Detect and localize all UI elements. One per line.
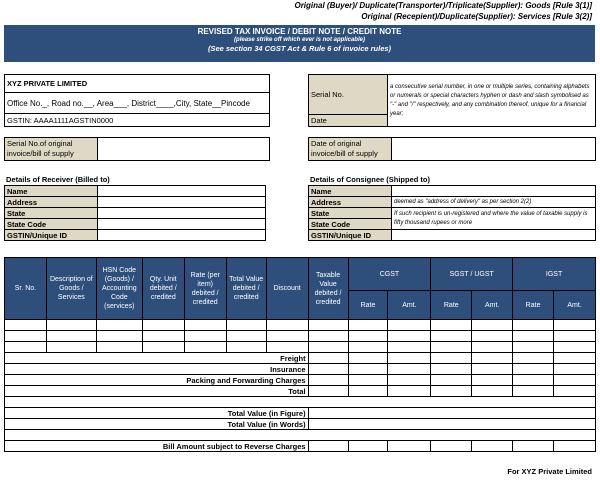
original-date-label: Date of original invoice/bill of supply [309,138,392,161]
igst-amt-header: Amt. [554,291,596,320]
header-rate: Rate (per item) debited / credited [184,258,226,320]
consignee-name-label: Name [309,186,392,197]
original-date-value[interactable] [392,138,596,161]
consignee-state-label: State [309,208,392,219]
table-row [5,331,596,342]
receiver-gstin-value[interactable] [98,230,266,241]
receiver-state-value[interactable] [98,208,266,219]
consignee-title: Details of Consignee (Shipped to) [310,175,431,184]
signatory: For XYZ Private Limited [507,467,592,476]
reverse-charge-label: Bill Amount subject to Reverse Charges [5,441,309,452]
total-words-value[interactable] [308,419,595,430]
strike-off-note: (please strike off which ever is not applicable) [234,37,365,43]
table-row [5,320,596,331]
original-serial-box [4,137,270,161]
items-table [4,257,596,452]
cgst-rate-header: Rate [348,291,388,320]
supplier-name: XYZ PRIVATE LIMITED [5,75,270,93]
consignee-state-code-label: State Code [309,219,392,230]
original-serial-value[interactable] [98,138,270,161]
consignee-address-label: Address [309,197,392,208]
serial-details [308,74,596,127]
receiver-state-code-value[interactable] [98,219,266,230]
consignee-state-note: If such recipient is un-registered and where the value of taxable supply is fifty thousand rupees or more [392,208,596,230]
spacer-row [5,397,596,408]
header-description: Description of Goods / Services [46,258,96,320]
header-total-value: Total Value debited / credited [226,258,266,320]
serial-note: a consecutive serial number, in one or multiple series, containing alphabets or numerals or special characters hyphen or dash and slash symbolised as "-" and "/" respectively, and any combination thereof, unique for a financial year; [388,75,596,127]
date-label: Date [309,115,388,127]
total-words-row [5,419,596,430]
copy-designation-services: Original (Recepient)/Duplicate(Supplier): Services [Rule 3(2)] [361,12,592,21]
receiver-name-label: Name [5,186,98,197]
original-serial-label: Serial No.of original invoice/bill of supply [5,138,98,161]
spacer-row [5,430,596,441]
receiver-title: Details of Receiver (Billed to) [6,175,110,184]
consignee-gstin-label: GSTIN/Unique ID [309,230,392,241]
receiver-table [4,185,266,241]
packing-label: Packing and Forwarding Charges [5,375,309,386]
header-igst: IGST [513,258,596,291]
receiver-state-label: State [5,208,98,219]
reverse-charge-row [5,441,596,452]
insurance-label: Insurance [5,364,309,375]
receiver-address-label: Address [5,197,98,208]
sgst-amt-header: Amt. [472,291,513,320]
total-figure-row [5,408,596,419]
supplier-address: Office No._, Road no.__, Area___, District____,City, State__Pincode [5,93,270,114]
header-qty: Qty. Unit debited / credited [142,258,184,320]
total-label: Total [5,386,309,397]
header-cgst: CGST [348,258,431,291]
receiver-state-code-label: State Code [5,219,98,230]
supplier-details [4,74,270,127]
table-row [5,342,596,353]
igst-rate-header: Rate [513,291,554,320]
consignee-table [308,185,596,241]
consignee-gstin-value[interactable] [392,230,596,241]
header-discount: Discount [266,258,308,320]
receiver-name-value[interactable] [98,186,266,197]
total-words-label: Total Value (in Words) [5,419,309,430]
invoice-title: REVISED TAX INVOICE / DEBIT NOTE / CREDIT NOTE [197,27,402,36]
rule-reference: (See section 34 CGST Act & Rule 6 of invoice rules) [207,44,392,53]
consignee-address-note: deemed as "address of delivery" as per section 2(2) [392,197,596,208]
cgst-amt-header: Amt. [388,291,431,320]
total-figure-label: Total Value (in Figure) [5,408,309,419]
invoice-title-banner [4,25,595,62]
summary-row [5,386,596,397]
header-hsn-code: HSN Code (Goods) / Accounting Code (services) [96,258,142,320]
summary-row [5,353,596,364]
total-figure-value[interactable] [308,408,595,419]
header-sgst: SGST / UGST [431,258,513,291]
supplier-gstin: GSTIN: AAAA1111AGSTIN0000 [5,114,270,127]
serial-label: Serial No. [309,75,388,115]
copy-designation-goods: Original (Buyer)/ Duplicate(Transporter)/Triplicate(Supplier): Goods [Rule 3(1)] [294,1,592,10]
summary-row [5,364,596,375]
freight-label: Freight [5,353,309,364]
summary-row [5,375,596,386]
header-taxable-value: Taxable Value debited / credited [308,258,348,320]
header-sr-no: Sr. No. [5,258,47,320]
sgst-rate-header: Rate [431,291,472,320]
consignee-name-value[interactable] [392,186,596,197]
receiver-gstin-label: GSTIN/Unique ID [5,230,98,241]
original-date-box [308,137,596,161]
receiver-address-value[interactable] [98,197,266,208]
